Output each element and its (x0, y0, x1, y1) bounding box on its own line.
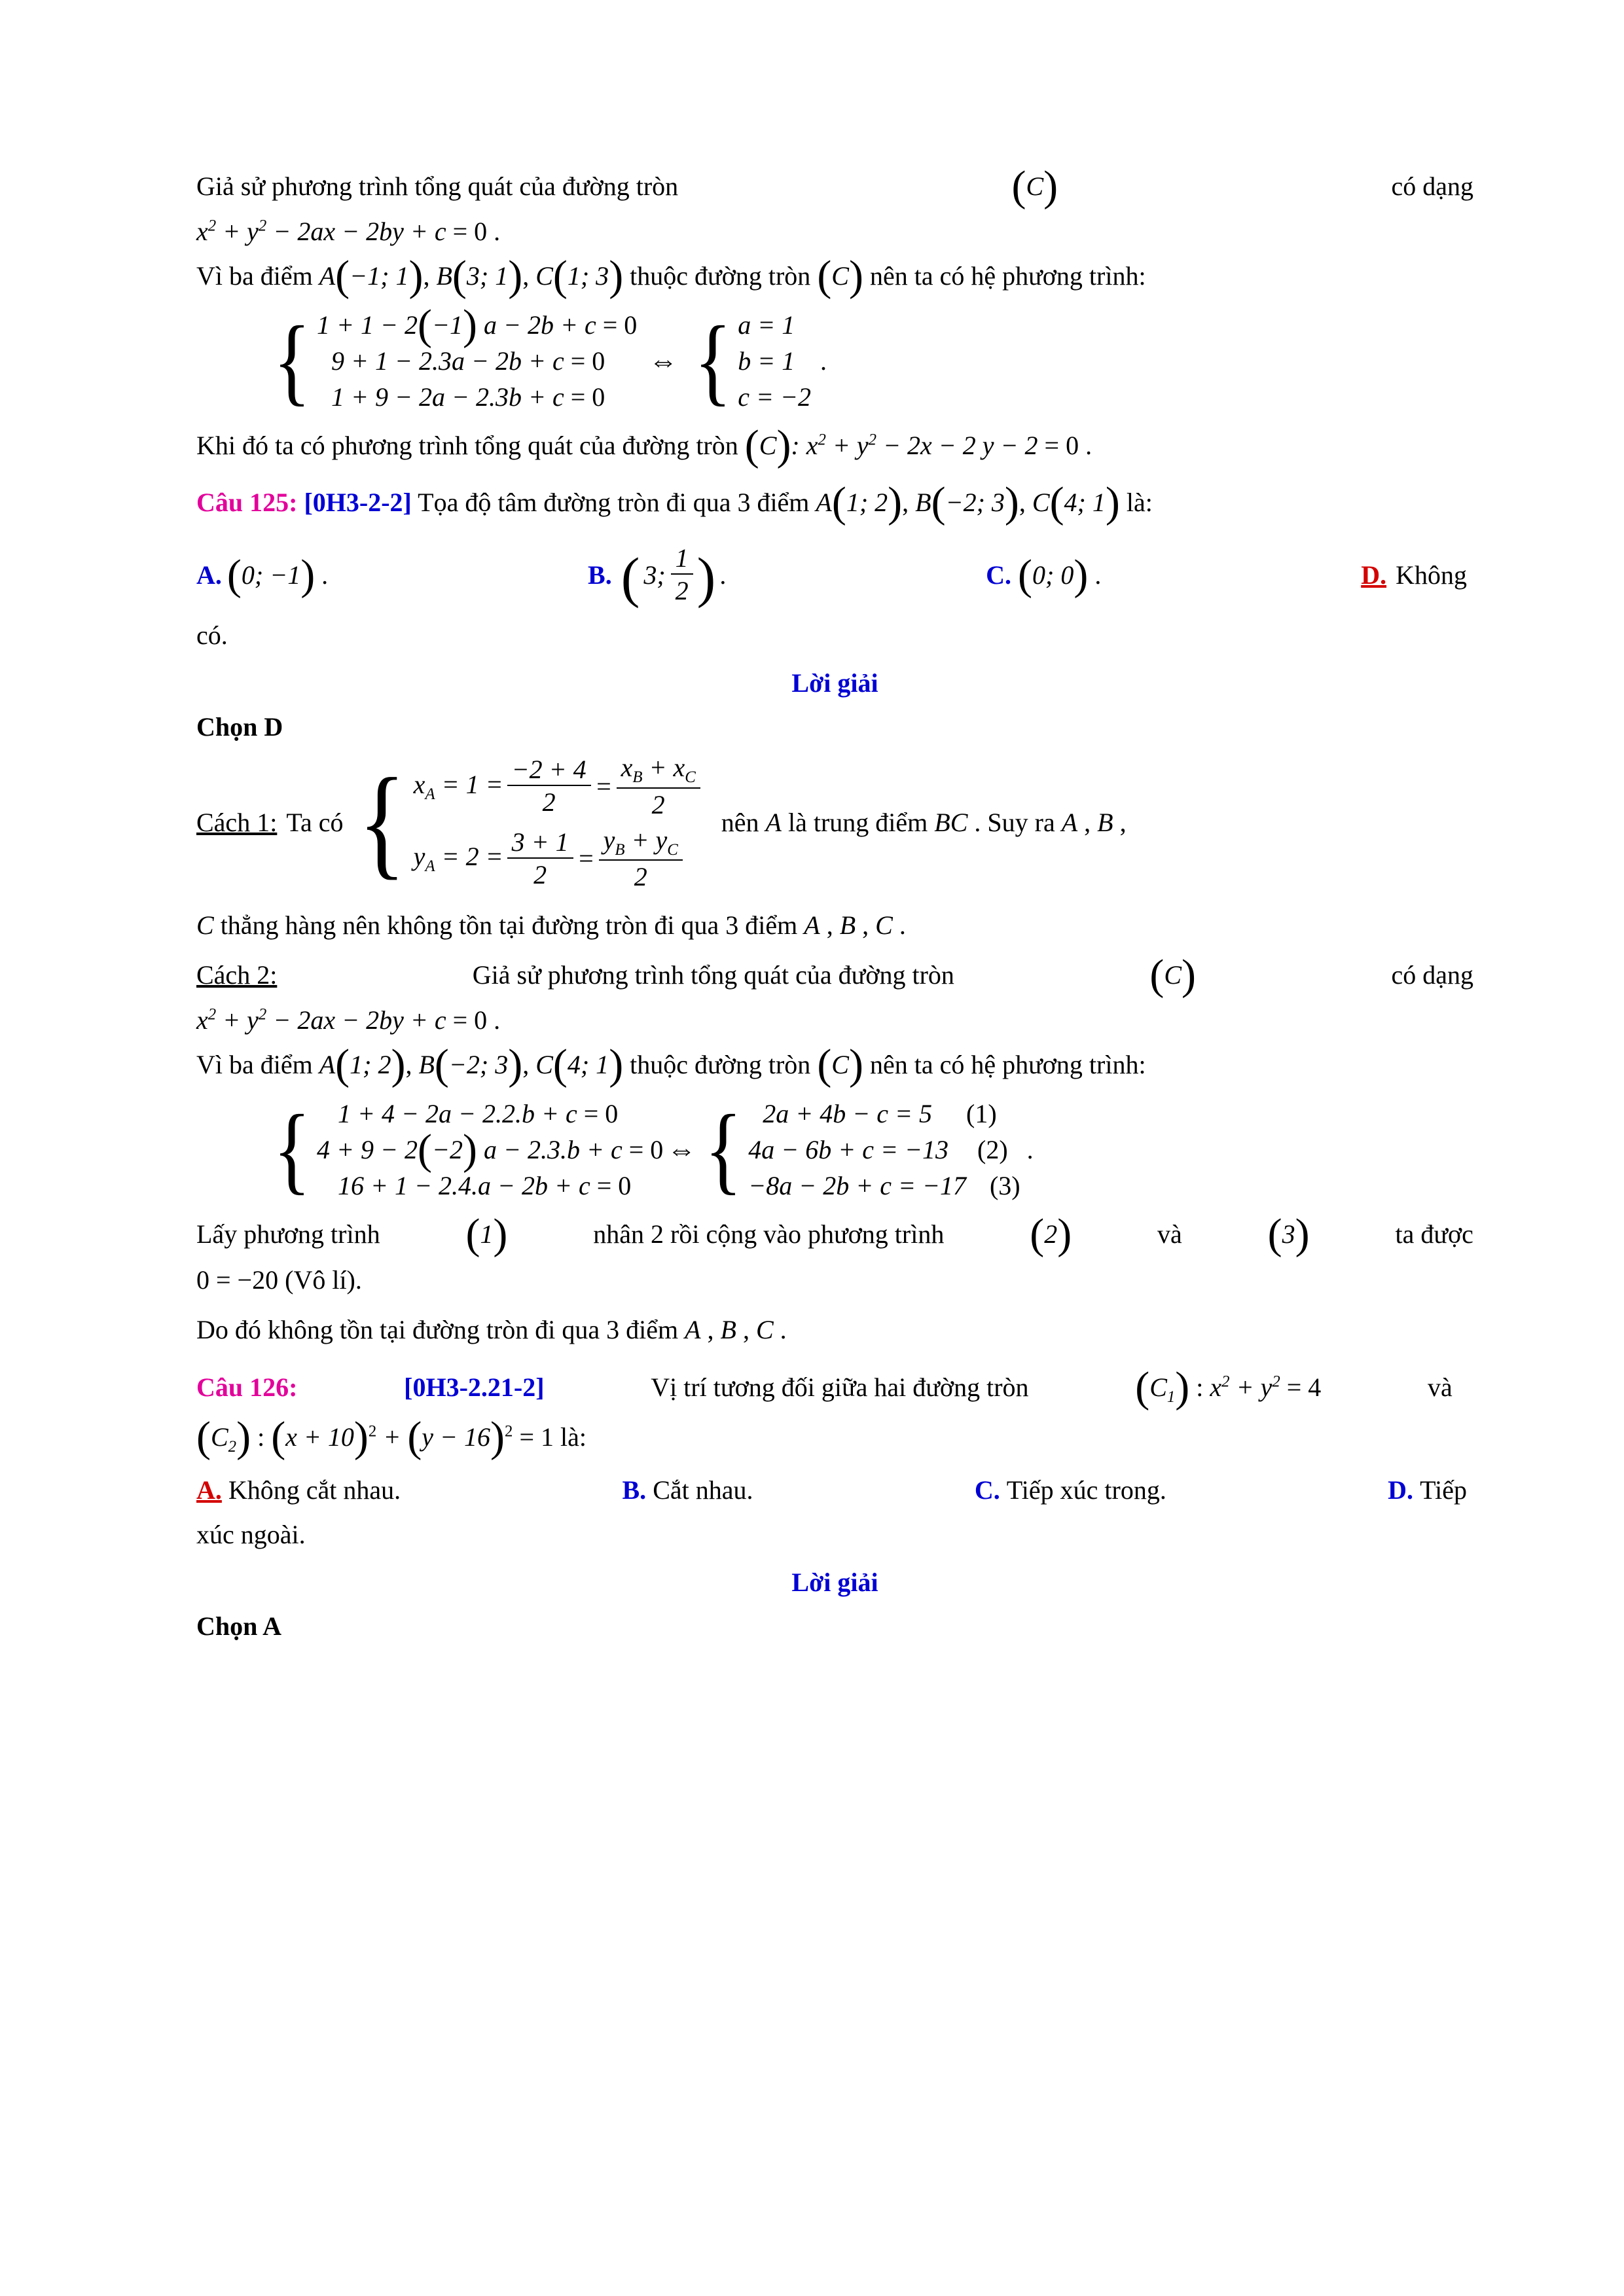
intro-point-a: A(−1; 1) (319, 252, 424, 300)
intro-point-c: C(1; 3) (535, 252, 624, 300)
q125-cach1-line2: C thẳng hàng nên không tồn tại đường tròn đi qua 3 điểm A , B , C . (196, 910, 906, 941)
q125-chon: Chọn D (196, 712, 283, 742)
q125-c2-point-a: A(1; 2) (319, 1041, 406, 1089)
q126-option-c-value: Tiếp xúc trong. (1006, 1475, 1166, 1505)
q125-system-period: . (1026, 1135, 1034, 1165)
q125-option-d-wrap: có. (196, 620, 228, 650)
intro-line-1 (196, 164, 1473, 209)
q125-option-d-letter: D. (1361, 560, 1387, 590)
intro-line-1-end: có dạng (1391, 171, 1473, 201)
q126-option-d[interactable] (1388, 1475, 1467, 1505)
q125-option-a[interactable] (196, 550, 329, 599)
question-125-heading: Câu 125: [0H3-2-2] Tọa độ tâm đường tròn đi qua 3 điểm A(1; 2), B(−2; 3), C(4; 1) là: (196, 478, 1153, 526)
iff-symbol-1: ⇔ (649, 345, 678, 377)
q126-circle-2: $(C_2)$ : $(x + 10)^2 + (y - 16)^2 = 1$ (196, 1413, 554, 1462)
q125-point-c: C(4; 1) (1032, 478, 1120, 526)
q126-option-a-value: Không cắt nhau. (228, 1475, 401, 1505)
q125-cach2-text-b: có dạng (1391, 960, 1473, 990)
intro-line-1-text: Giả sử phương trình tổng quát của đường tròn (196, 171, 679, 201)
intro-system-right-rows: a = 1 b = 1 c = −2 (738, 310, 812, 412)
q126-option-c-letter: C. (974, 1475, 1000, 1505)
q125-final-mid: nhân 2 rồi cộng vào phương trình (593, 1219, 945, 1249)
iff-symbol-2: ⇔ (667, 1134, 696, 1166)
q125-system: { 1 + 4 − 2a − 2.2.b + c = 0 4 + 9 − 2(−2) a − 2.3.b + c = 0 16 + 1 − 2.4.a − 2b + c = 0 ⇔ { 2a + 4b − c = 5 (1) 4a − 6b + c = −13 (2) −8a − 2b + c = −17 (3) . (273, 1094, 1034, 1204)
question-126-code: [0H3-2.21-2] (404, 1372, 545, 1403)
q125-cach1: Cách 1: Ta có { $x_A = 1$ = $\frac{-2 + 4}{2}$ = $\frac{x_B + x_C}{2}$ $y_A = 2$ = $\frac{3 + 1}{2}$ = $\frac{y_B + y_C}{2}$ nên A là trung điểm BC . Suy ra A , B , (196, 753, 1127, 892)
intro-system-period: . (820, 346, 827, 376)
q126-option-a[interactable] (196, 1475, 401, 1505)
q125-option-b[interactable] (588, 543, 727, 609)
q125-option-c-letter: C. (986, 560, 1012, 590)
intro-circle-c2: (C) (817, 252, 863, 300)
question-126-heading: Câu 126: [0H3-2.21-2] Vị trí tương đối giữa hai đường tròn $(C_1)$ : $x^2 + y^2 = 4$ và (196, 1363, 1453, 1412)
q126-option-d-letter: D. (1388, 1475, 1414, 1505)
q125-c2-point-c: C(4; 1) (535, 1041, 624, 1089)
q126-option-b[interactable] (623, 1475, 753, 1505)
q126-option-b-letter: B. (622, 1475, 647, 1505)
q125-cach1-lead: Ta có (286, 808, 344, 838)
intro-conclusion-circle: (C) (744, 422, 791, 469)
q125-c2-circle: (C) (817, 1041, 863, 1089)
q126-option-a-letter: A. (196, 1475, 222, 1505)
question-125-text-b: là: (1126, 488, 1153, 517)
q125-option-d[interactable] (1361, 560, 1467, 590)
q126-loigiai: Lời giải (791, 1568, 878, 1598)
q125-cach2-text: Giả sử phương trình tổng quát của đường tròn (472, 960, 954, 990)
q125-final-3: (3) (1267, 1210, 1310, 1259)
q126-option-d-wrap: xúc ngoài. (196, 1520, 306, 1550)
q125-final-line2: 0 = −20 (Vô lí). (196, 1265, 362, 1295)
q125-point-a: A(1; 2) (816, 478, 903, 526)
q126-option-d-value: Tiếp (1420, 1475, 1467, 1505)
intro-system-left-rows: 1 + 1 − 2(−1) a − 2b + c = 0 9 + 1 − 2.3a − 2b + c = 0 1 + 9 − 2a − 2.3b + c = 0 (317, 301, 638, 412)
q125-option-c-value: (0; 0) . (1018, 550, 1102, 599)
q125-final-2: (2) (1030, 1210, 1072, 1259)
q126-circle-2-line (196, 1413, 1473, 1462)
q125-option-a-letter: A. (196, 560, 222, 590)
question-125-label: Câu 125: (196, 488, 298, 517)
q125-option-c[interactable] (986, 550, 1102, 599)
q125-final-line1 (196, 1211, 1473, 1257)
intro-equation-1: $x^2 + y^2 - 2ax - 2by + c = 0$ . (196, 217, 501, 246)
q126-option-b-value: Cắt nhau. (653, 1475, 753, 1505)
question-125-answers (196, 543, 1473, 609)
intro-circle-c: (C) (1011, 162, 1058, 210)
q125-c2-point-b: B(−2; 3) (418, 1041, 523, 1089)
q125-final-and: và (1157, 1219, 1182, 1249)
intro-point-b: B(3; 1) (436, 252, 523, 300)
question-126-label: Câu 126: (196, 1372, 298, 1403)
question-125-code: [0H3-2-2] (304, 488, 412, 517)
q126-chon: Chọn A (196, 1611, 282, 1641)
intro-line-2-mid: thuộc đường tròn (630, 261, 811, 291)
q125-cach1-tail: nên A là trung điểm BC . Suy ra A , B , (721, 808, 1127, 838)
intro-conclusion-text: Khi đó ta có phương trình tổng quát của đường tròn (196, 431, 738, 460)
q125-cach2-eq: $x^2 + y^2 - 2ax - 2by + c = 0$ . (196, 1005, 501, 1035)
q125-loigiai: Lời giải (791, 668, 878, 698)
q125-cach2-line2-end: nên ta có hệ phương trình: (869, 1050, 1146, 1080)
q125-final-1: (1) (465, 1210, 508, 1259)
q126-option-c[interactable] (975, 1475, 1166, 1505)
q125-final-line3: Do đó không tồn tại đường tròn đi qua 3 điểm A , B , C . (196, 1315, 787, 1345)
q125-cach2-circle: (C) (1149, 951, 1197, 999)
question-125-text: Tọa độ tâm đường tròn đi qua 3 điểm (418, 488, 810, 517)
q125-final-end: ta được (1395, 1219, 1473, 1249)
intro-conclusion: Khi đó ta có phương trình tổng quát của đường tròn (C): $x^2 + y^2 - 2x - 2$ y − 2 = 0 . (196, 422, 1092, 469)
q125-cach2-line2-mid: thuộc đường tròn (630, 1050, 811, 1080)
q125-option-d-value: Không (1396, 560, 1467, 590)
q125-system-right-rows: 2a + 4b − c = 5 (1) 4a − 6b + c = −13 (2) −8a − 2b + c = −17 (3) (748, 1099, 1020, 1201)
q125-cach2-line2-lead: Vì ba điểm (196, 1050, 313, 1080)
q125-option-a-value: (0; −1) . (226, 550, 329, 599)
intro-system-1: { 1 + 1 − 2(−1) a − 2b + c = 0 9 + 1 − 2.3a − 2b + c = 0 1 + 9 − 2a − 2.3b + c = 0 ⇔ { a = 1 b = 1 c = −2 . (273, 301, 827, 415)
q125-point-b: B(−2; 3) (915, 478, 1019, 526)
q125-system-left-rows: 1 + 4 − 2a − 2.2.b + c = 0 4 + 9 − 2(−2) a − 2.3.b + c = 0 16 + 1 − 2.4.a − 2b + c = 0 (317, 1099, 664, 1201)
q125-option-b-letter: B. (588, 560, 612, 590)
q125-cach2-line1 (196, 952, 1473, 998)
q125-option-b-value: ( 3; $\frac{1}{2}$ ) . (621, 543, 727, 609)
q126-circle-1: $(C_1)$ : $x^2 + y^2 = 4$ (1135, 1363, 1322, 1412)
q125-cach2-line2: Vì ba điểm A(1; 2), B(−2; 3), C(4; 1) thuộc đường tròn (C) nên ta có hệ phương trình: (196, 1041, 1146, 1089)
intro-line-2-lead: Vì ba điểm (196, 261, 313, 291)
q125-cach1-label: Cách 1: (196, 808, 278, 838)
question-126-answers (196, 1475, 1473, 1505)
intro-line-2-end: nên ta có hệ phương trình: (869, 261, 1146, 291)
question-126-text-c: là: (560, 1422, 586, 1452)
q125-cach2-label: Cách 2: (196, 960, 278, 990)
question-126-text: Vị trí tương đối giữa hai đường tròn (651, 1372, 1029, 1403)
intro-line-2: Vì ba điểm A(−1; 1), B(3; 1), C(1; 3) thuộc đường tròn (C) nên ta có hệ phương trình: (196, 252, 1146, 300)
q125-final-lead: Lấy phương trình (196, 1219, 380, 1249)
